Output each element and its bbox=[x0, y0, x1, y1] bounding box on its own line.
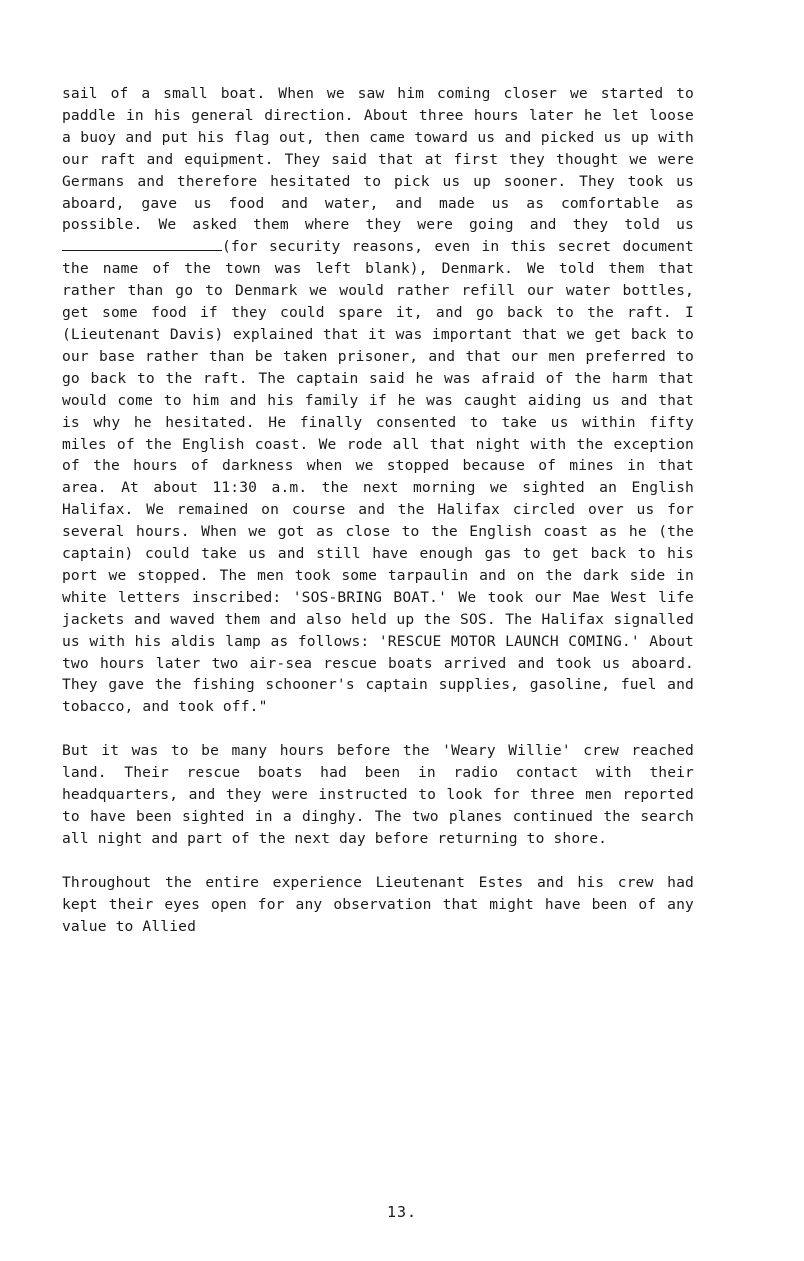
body-text bbox=[62, 83, 694, 960]
page-number: 13. bbox=[386, 1203, 418, 1221]
paragraph-2: But it was to be many hours before the 'Weary Willie' crew reached land. Their rescue boats had been in radio contact with their headquarters, and they were instructed to look for three men reported to have been sighted in a dinghy. The two planes continued the search all night and part of the next day before returning to shore. bbox=[62, 742, 694, 847]
paragraph-1 bbox=[62, 83, 694, 718]
paragraph-3: Throughout the entire experience Lieutenant Estes and his crew had kept their eyes open for any observation that might have been of any value to Allied bbox=[62, 873, 694, 935]
paragraph-1-before-blank: sail of a small boat. When we saw him coming closer we started to paddle in his general direction. About three hours later he let loose a buoy and put his flag out, then came toward us and picked us up with our raft and equipment. They said that at first they thought we were Germans and therefore hesitated to pick us up sooner. They took us aboard, gave us food and water, and made us as comfortable as possible. We asked them where they were going and they told us bbox=[62, 85, 694, 234]
paragraph-1-after-blank: (for security reasons, even in this secret document the name of the town was left blank), Denmark. We told them that rather than go to Denmark we would rather refill our water bottles, get some food if they could spare it, and go back to the raft. I (Lieutenant Davis) explained that it was important that we get back to our base rather than be taken prisoner, and that our men preferred to go back to the raft. The captain said he was afraid of the harm that would come to him and his family if he was caught aiding us and that is why he hesitated. He finally consented to take us within fifty miles of the English coast. We rode all that night with the exception of the hours of darkness when we stopped because of mines in that area. At about 11:30 a.m. the next morning we sighted an English Halifax. We remained on course and the Halifax circled over us for several hours. When we got as close to the English coast as he (the captain) could take us and still have enough gas to get back to his port we stopped. The men took some tarpaulin and on the dark side in white letters inscribed: 'SOS-BRING BOAT.' We took our Mae West life jackets and waved them and also held up the SOS. The Halifax signalled us with his aldis lamp as follows: 'RESCUE MOTOR LAUNCH COMING.' About two hours later two air-sea rescue boats arrived and took us aboard. They gave the fishing schooner's captain supplies, gasoline, fuel and tobacco, and took off." bbox=[62, 238, 694, 716]
redacted-blank-line bbox=[62, 236, 222, 251]
